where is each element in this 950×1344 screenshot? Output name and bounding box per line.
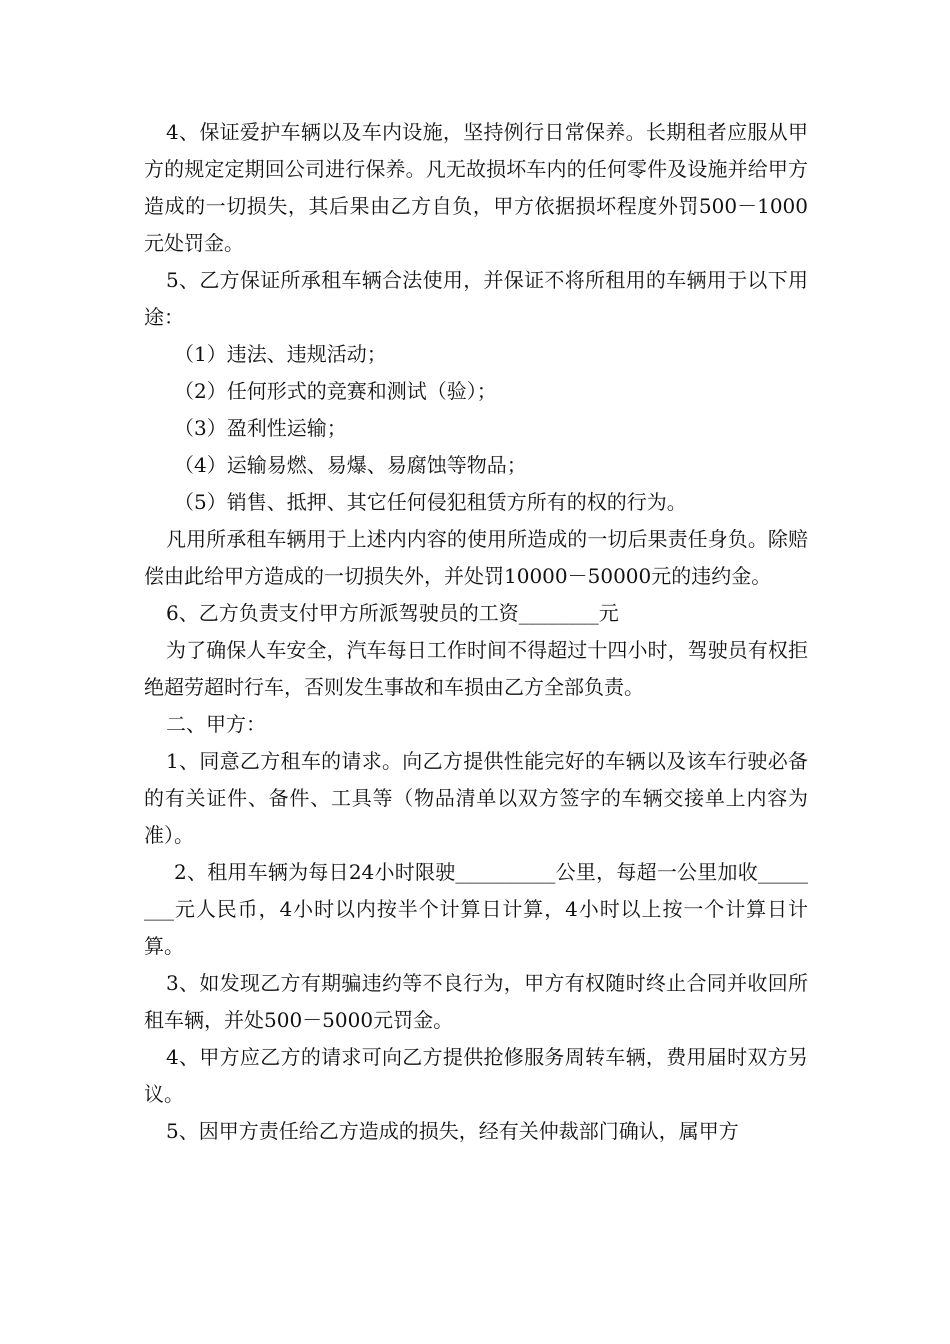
list-item-3: （3）盈利性运输； <box>174 416 347 440</box>
paragraph-penalty: 凡用所承租车辆用于上述内内容的使用所造成的一切后果责任身负。除赔偿由此给甲方造成的一切损失外，并处罚10000－50000元的违约金。 <box>144 527 808 588</box>
list-item-5: （5）销售、抵押、其它任何侵犯租赁方所有的权的行为。 <box>174 490 687 514</box>
paragraph-safety: 为了确保人车安全，汽车每日工作时间不得超过十四小时，驾驶员有权拒绝超劳超时行车，否则发生事故和车损由乙方全部负责。 <box>144 638 808 699</box>
list-item-1: （1）违法、违规活动； <box>174 342 387 366</box>
list-item-2: （2）任何形式的竞赛和测试（验）； <box>174 379 497 403</box>
document-body <box>144 114 808 1150</box>
paragraph-party-a-1: 1、同意乙方租车的请求。向乙方提供性能完好的车辆以及该车行驶必备的有关证件、备件、工具等（物品清单以双方签字的车辆交接单上内容为准）。 <box>144 749 808 847</box>
paragraph-party-a-3: 3、如发现乙方有期骗违约等不良行为，甲方有权随时终止合同并收回所租车辆，并处500－5000元罚金。 <box>144 971 808 1032</box>
section-heading-party-a: 二、甲方： <box>166 712 266 736</box>
paragraph-obligation-5: 5、乙方保证所承租车辆合法使用，并保证不将所租用的车辆用于以下用途： <box>144 268 808 329</box>
paragraph-party-a-2: 2、租用车辆为每日24小时限驶__________公里，每超一公里加收________元人民币，4小时以内按半个计算日计算，4小时以上按一个计算日计算。 <box>144 860 808 958</box>
paragraph-obligation-6: 6、乙方负责支付甲方所派驾驶员的工资________元 <box>166 601 619 625</box>
paragraph-party-a-5: 5、因甲方责任给乙方造成的损失，经有关仲裁部门确认，属甲方 <box>166 1119 739 1143</box>
list-item-4: （4）运输易燃、易爆、易腐蚀等物品； <box>174 453 527 477</box>
paragraph-obligation-4: 4、保证爱护车辆以及车内设施，坚持例行日常保养。长期租者应服从甲方的规定定期回公司进行保养。凡无故损坏车内的任何零件及设施并给甲方造成的一切损失，其后果由乙方自负，甲方依据损坏程度外罚500－1000元处罚金。 <box>144 120 808 255</box>
paragraph-party-a-4: 4、甲方应乙方的请求可向乙方提供抢修服务周转车辆，费用届时双方另议。 <box>144 1045 808 1106</box>
